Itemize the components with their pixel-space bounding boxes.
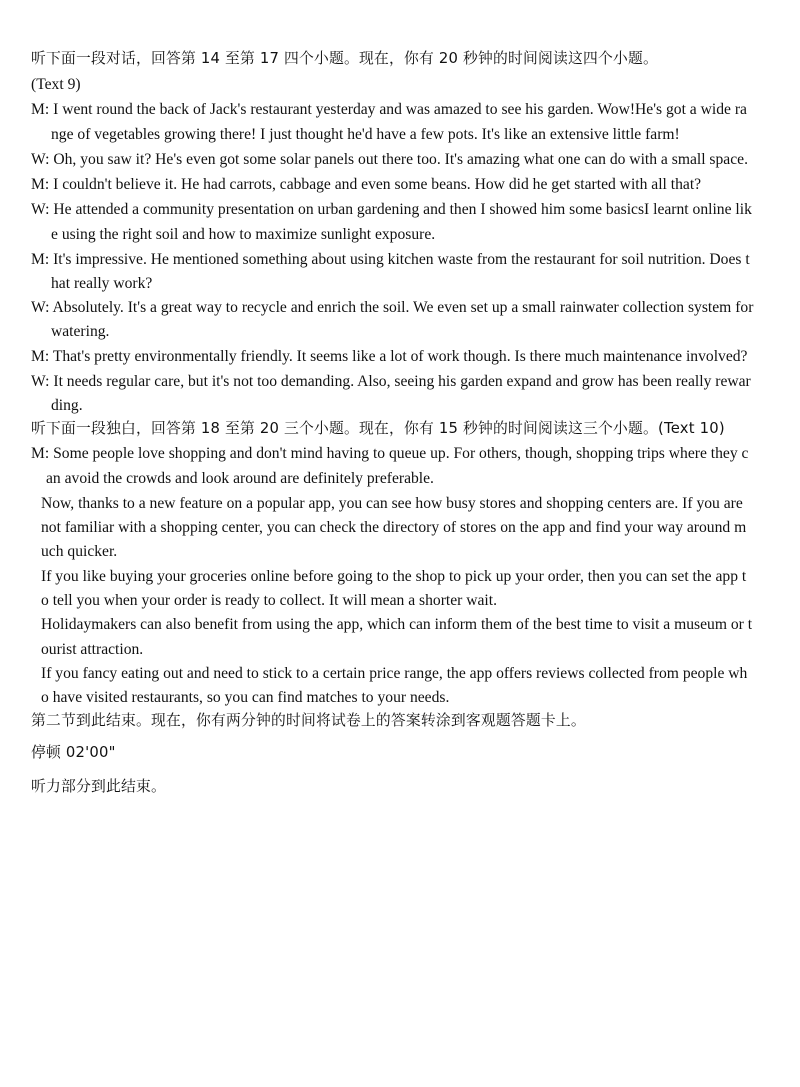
monologue-line-continuation: not familiar with a shopping center, you can check the directory of stores on the app and find your way around m: [41, 519, 747, 536]
listening-end-text: 听力部分到此结束。: [31, 778, 166, 795]
monologue-paragraph: If you like buying your groceries online before going to the shop to pick up your order, then you can set the app t: [41, 568, 747, 585]
dialogue-line-continuation: nge of vegetables growing there! I just thought he'd have a few pots. It's like an extensive little farm!: [51, 126, 680, 143]
dialogue-line: W: It needs regular care, but it's not too demanding. Also, seeing his garden expand and grow has been really rewar: [31, 373, 751, 390]
dialogue-line: W: He attended a community presentation on urban gardening and then I showed him some basicsI learnt online lik: [31, 201, 752, 218]
section-instruction-text9: 听下面一段对话，回答第 14 至第 17 四个小题。现在，你有 20 秒钟的时间阅读这四个小题。: [31, 50, 658, 67]
dialogue-line-continuation: ding.: [51, 397, 83, 414]
monologue-paragraph: Holidaymakers can also benefit from using the app, which can inform them of the best time to visit a museum or t: [41, 616, 753, 633]
dialogue-line: M: I couldn't believe it. He had carrots, cabbage and even some beans. How did he get started with all that?: [31, 176, 702, 193]
dialogue-line: W: Oh, you saw it? He's even got some solar panels out there too. It's amazing what one can do with a small space.: [31, 151, 748, 168]
monologue-line-continuation: ourist attraction.: [41, 641, 144, 658]
text-label-9: (Text 9): [31, 76, 81, 93]
monologue-paragraph: Now, thanks to a new feature on a popular app, you can see how busy stores and shopping centers are. If you are: [41, 495, 743, 512]
monologue-paragraph: If you fancy eating out and need to stick to a certain price range, the app offers reviews collected from people wh: [41, 665, 748, 682]
monologue-line-continuation: o tell you when your order is ready to collect. It will mean a shorter wait.: [41, 592, 497, 609]
monologue-line-continuation: o have visited restaurants, so you can find matches to your needs.: [41, 689, 450, 706]
dialogue-line: W: Absolutely. It's a great way to recycle and enrich the soil. We even set up a small rainwater collection system for: [31, 299, 754, 316]
monologue-line-continuation: uch quicker.: [41, 543, 118, 560]
dialogue-line: M: I went round the back of Jack's restaurant yesterday and was amazed to see his garden. Wow!He's got a wide ra: [31, 101, 747, 118]
dialogue-line-continuation: watering.: [51, 323, 110, 340]
dialogue-line-continuation: e using the right soil and how to maximize sunlight exposure.: [51, 226, 436, 243]
monologue-line: M: Some people love shopping and don't mind having to queue up. For others, though, shopping trips where they c: [31, 445, 749, 462]
section-instruction-text10: 听下面一段独白，回答第 18 至第 20 三个小题。现在，你有 15 秒钟的时间阅读这三个小题。(Text 10): [31, 420, 725, 437]
pause-marker: 停顿 02'00": [31, 744, 116, 761]
dialogue-line-continuation: hat really work?: [51, 275, 153, 292]
monologue-line-continuation: an avoid the crowds and look around are definitely preferable.: [46, 470, 434, 487]
section-end-instruction: 第二节到此结束。现在，你有两分钟的时间将试卷上的答案转涂到客观题答题卡上。: [31, 712, 586, 729]
dialogue-line: M: That's pretty environmentally friendly. It seems like a lot of work though. Is there much maintenance involved?: [31, 348, 748, 365]
dialogue-line: M: It's impressive. He mentioned something about using kitchen waste from the restaurant for soil nutrition. Does t: [31, 251, 750, 268]
